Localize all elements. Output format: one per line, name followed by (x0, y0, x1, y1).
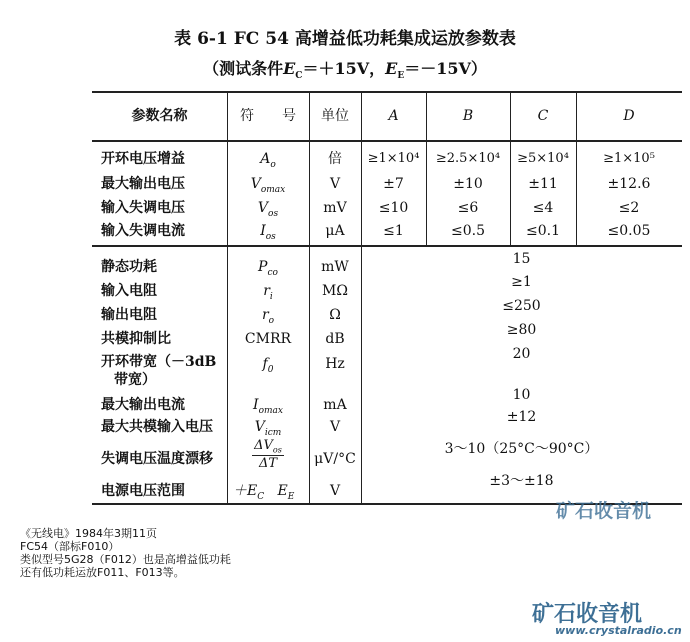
row-a: ≤10 (378, 200, 409, 216)
note-line-1: 《无线电》1984年3期11页 (20, 527, 157, 540)
row-symbol: $r_i$ (263, 283, 273, 302)
row-name: 静态功耗 (101, 259, 157, 275)
row-name: 输入失调电压 (101, 200, 185, 216)
row-b: ≤6 (457, 200, 479, 216)
note-line-3: 类似型号5G28（F012）也是高增益低功耗 (20, 553, 231, 566)
subtitle-prefix: （测试条件 (203, 59, 284, 78)
row-name: 开环电压增益 (101, 151, 185, 167)
row-d: ≤0.05 (607, 223, 651, 239)
row-value: ±12 (506, 409, 537, 425)
header-symbol: 符 号 (240, 108, 296, 124)
subtitle-eq1: ＝＋15V， (302, 59, 386, 78)
row-c: ≥5×10⁴ (517, 151, 569, 166)
row-symbol: $I_{omax}$ (253, 397, 283, 416)
row-value: ≥80 (506, 322, 537, 338)
subtitle-ee: E (385, 59, 398, 78)
row-unit: mV (323, 200, 347, 216)
header-c: C (537, 108, 549, 124)
row-symbol: $V_{os}$ (257, 200, 279, 219)
row-symbol: $V_{omax}$ (250, 176, 286, 195)
row-value: 20 (512, 346, 531, 362)
row-name: 输入失调电流 (101, 223, 185, 239)
subtitle-ec: E (283, 59, 296, 78)
row-a: ≥1×10⁴ (367, 151, 420, 166)
row-unit: MΩ (322, 283, 348, 299)
watermark-top: 矿石收音机 (556, 500, 652, 522)
row-unit: μA (325, 223, 345, 239)
header-param: 参数名称 (131, 108, 188, 124)
row-symbol: $+E_C$ $E_E$ (233, 483, 295, 502)
row-symbol: $P_{co}$ (258, 259, 278, 278)
row-c: ±11 (528, 176, 558, 192)
row-b: ≥2.5×10⁴ (435, 151, 501, 166)
row-name: 最大共模输入电压 (101, 419, 213, 435)
row-symbol: $V_{icm}$ (254, 419, 282, 438)
row-name: 输出电阻 (101, 307, 157, 323)
row-name: 共模抑制比 (101, 331, 171, 347)
top-rule (92, 91, 682, 93)
row-d: ≤2 (618, 200, 640, 216)
source-note (20, 527, 231, 579)
row-unit: mW (321, 259, 349, 275)
row-unit: Hz (325, 356, 345, 372)
row-value: ≤250 (502, 298, 541, 314)
header-unit: 单位 (321, 108, 349, 124)
header-b: B (462, 108, 474, 124)
row-name: 开环带宽（－3dB (101, 354, 217, 370)
row-name: 输入电阻 (101, 283, 157, 299)
row-d: ≥1×10⁵ (603, 151, 655, 166)
row-value: 15 (512, 251, 531, 267)
row-unit: 倍 (328, 151, 342, 167)
subtitle-eq2: ＝－15V） (404, 59, 487, 78)
subtitle-ee-sub: E (397, 71, 405, 82)
row-name: 最大输出电压 (101, 176, 185, 192)
note-line-2: FC54（部标F010） (20, 540, 120, 553)
row-symbol-fraction (227, 438, 309, 471)
row-unit: V (329, 483, 341, 499)
table-subtitle (0, 56, 690, 81)
header-rule (92, 140, 682, 142)
row-symbol: $r_o$ (261, 307, 275, 326)
row-value: ≥1 (511, 274, 532, 290)
subtitle-ec-sub: C (295, 71, 303, 82)
row-unit: μV/°C (314, 451, 356, 467)
row-name: 电源电压范围 (101, 483, 185, 499)
note-line-4: 还有低功耗运放F011、F013等。 (20, 566, 185, 579)
row-name: 失调电压温度漂移 (101, 451, 213, 467)
row-name-continued: 带宽） (114, 372, 156, 388)
row-a: ≤1 (383, 223, 404, 239)
row-d: ±12.6 (607, 176, 651, 192)
row-unit: V (329, 419, 341, 435)
table-title: 表 6-1 FC 54 高增益低功耗集成运放参数表 (174, 29, 516, 49)
watermark-url: www.crystalradio.cn (555, 624, 682, 637)
group-rule (92, 245, 682, 247)
row-unit: dB (325, 331, 345, 347)
header-a: A (388, 108, 399, 124)
row-value: ±3～±18 (489, 473, 554, 489)
watermark-bottom: 矿石收音机 (532, 602, 643, 627)
row-name: 最大输出电流 (101, 397, 185, 413)
row-unit: mA (323, 397, 347, 413)
fraction-numerator: $\Delta V_{os}$ (254, 438, 282, 455)
row-a: ±7 (383, 176, 404, 192)
fraction-denominator: ΔT (258, 455, 278, 471)
row-value: 3～10（25°C～90°C） (444, 441, 599, 457)
row-unit: Ω (329, 307, 341, 323)
row-symbol: CMRR (244, 331, 292, 347)
row-c: ≤0.1 (526, 223, 560, 239)
row-b: ≤0.5 (451, 223, 485, 239)
row-symbol: $I_{os}$ (260, 223, 276, 242)
row-unit: V (329, 176, 341, 192)
header-d: D (623, 108, 635, 124)
row-b: ±10 (453, 176, 483, 192)
row-c: ≤4 (532, 200, 554, 216)
row-symbol: $f_0$ (262, 356, 274, 375)
row-symbol: $A_o$ (260, 151, 276, 170)
row-value: 10 (512, 387, 531, 403)
